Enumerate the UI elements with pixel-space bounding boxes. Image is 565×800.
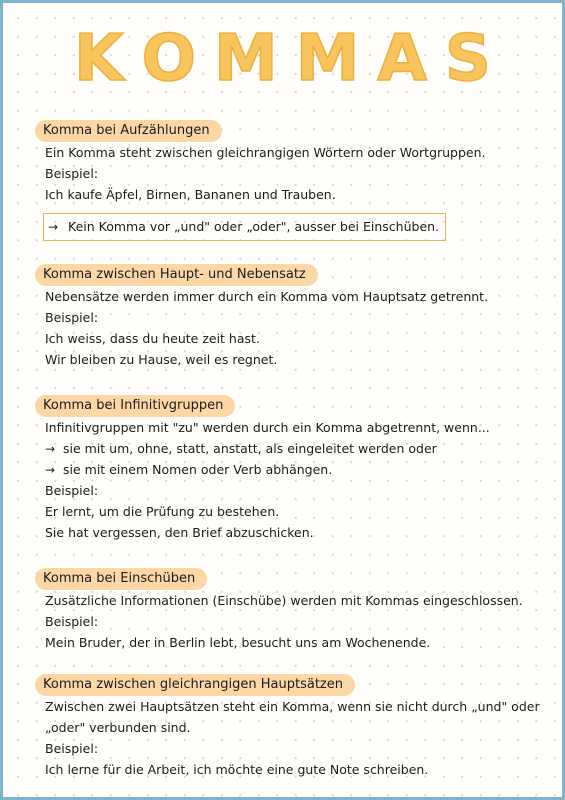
- example-text: Ich weiss, dass du heute zeit hast.: [45, 331, 260, 346]
- example-text: Sie hat vergessen, den Brief abzuschicken.: [45, 525, 314, 540]
- example-text: Er lernt, um die Prüfung zu bestehen.: [45, 504, 280, 519]
- title-letter: O: [141, 22, 196, 96]
- section-heading: Komma bei Einschüben: [35, 568, 207, 590]
- section-heading: Komma zwischen gleichrangigen Hauptsätzen: [35, 674, 355, 696]
- title-letter: A: [377, 22, 427, 96]
- example-text: Ich lerne für die Arbeit, ich möchte eine gute Note schreiben.: [45, 762, 429, 777]
- title-letter: M: [214, 22, 278, 96]
- section-haupt-nebensatz: [3, 263, 562, 370]
- rule-text: Zwischen zwei Hauptsätzen steht ein Komma, wenn sie nicht durch „und" oder: [45, 699, 540, 714]
- rule-text: „oder" verbunden sind.: [45, 720, 191, 735]
- condition-item: → sie mit um, ohne, statt, anstatt, als eingeleitet werden oder: [45, 438, 562, 459]
- arrow-right-icon: →: [45, 463, 56, 477]
- section-heading: Komma bei Infinitivgruppen: [35, 395, 235, 417]
- arrow-right-icon: →: [45, 442, 56, 456]
- title-letter: M: [295, 22, 360, 96]
- rule-text: Ein Komma steht zwischen gleichrangigen Wörtern oder Wortgruppen.: [45, 145, 486, 160]
- condition-item: → sie mit einem Nomen oder Verb abhängen.: [45, 459, 562, 480]
- example-label: Beispiel:: [45, 166, 99, 181]
- section-einschuebe: [3, 567, 562, 653]
- rule-text: Infinitivgruppen mit "zu" werden durch ein Komma abgetrennt, wenn...: [45, 420, 490, 435]
- example-label: Beispiel:: [45, 741, 99, 756]
- example-text: Mein Bruder, der in Berlin lebt, besucht uns am Wochenende.: [45, 635, 431, 650]
- section-infinitivgruppen: [3, 394, 562, 543]
- rule-text: Nebensätze werden immer durch ein Komma vom Hauptsatz getrennt.: [45, 289, 489, 304]
- example-text: Ich kaufe Äpfel, Birnen, Bananen und Trauben.: [45, 187, 336, 202]
- section-heading: Komma bei Aufzählungen: [35, 120, 222, 142]
- title-letter: S: [444, 22, 491, 96]
- example-text: Wir bleiben zu Hause, weil es regnet.: [45, 352, 278, 367]
- section-heading: Komma zwischen Haupt- und Nebensatz: [35, 264, 318, 286]
- note-box: [43, 213, 446, 241]
- example-label: Beispiel:: [45, 483, 99, 498]
- section-aufzaehlungen: [3, 119, 562, 241]
- example-label: Beispiel:: [45, 614, 99, 629]
- section-hauptsaetze: [3, 673, 562, 780]
- arrow-right-icon: →: [48, 220, 59, 234]
- rule-text: Zusätzliche Informationen (Einschübe) werden mit Kommas eingeschlossen.: [45, 593, 523, 608]
- note-page: [3, 3, 562, 797]
- note-text: Kein Komma vor „und" oder „oder", ausser bei Einschüben.: [68, 219, 440, 234]
- title-letter: K: [74, 22, 124, 96]
- example-label: Beispiel:: [45, 310, 99, 325]
- page-title: [3, 22, 562, 97]
